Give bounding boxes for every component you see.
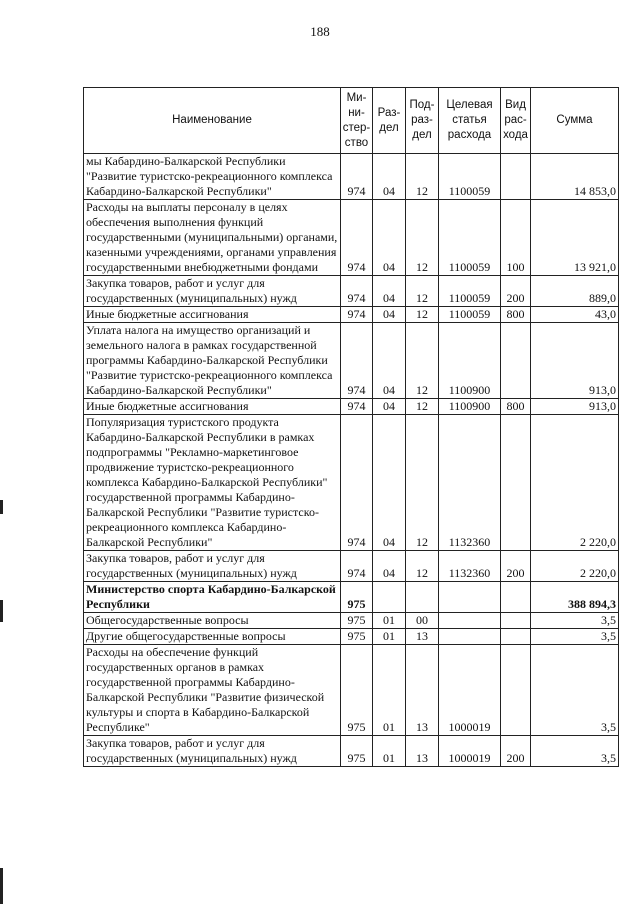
table-row	[84, 276, 619, 307]
budget-table	[83, 87, 619, 767]
row-section: 04	[373, 415, 406, 551]
row-type: 800	[501, 307, 531, 323]
row-name: Уплата налога на имущество организаций и земельного налога в рамках государственной программы Кабардино-Балкарской Республики "Развитие туристско-рекреационного комплекса Кабардино-Балкарской Республики"	[84, 323, 341, 399]
row-type: 200	[501, 736, 531, 767]
row-name: Иные бюджетные ассигнования	[84, 399, 341, 415]
row-type	[501, 415, 531, 551]
table-row	[84, 154, 619, 200]
row-target: 1000019	[439, 736, 501, 767]
scan-mark	[0, 868, 3, 904]
row-sum: 3,5	[531, 736, 619, 767]
row-type	[501, 582, 531, 613]
row-subsection: 12	[406, 307, 439, 323]
row-ministry: 974	[341, 323, 373, 399]
row-name: Расходы на обеспечение функций государственных органов в рамках государственной программы Кабардино-Балкарской Республики "Развитие физической культуры и спорта в Кабардино-Балкарской Республике"	[84, 645, 341, 736]
row-type	[501, 323, 531, 399]
row-ministry: 974	[341, 276, 373, 307]
row-type	[501, 613, 531, 629]
row-subsection: 12	[406, 154, 439, 200]
column-header-target: Целевая статья расхода	[439, 88, 501, 154]
row-sum: 388 894,3	[531, 582, 619, 613]
row-target: 1100059	[439, 307, 501, 323]
row-name: Другие общегосударственные вопросы	[84, 629, 341, 645]
row-section: 04	[373, 399, 406, 415]
row-sum: 913,0	[531, 323, 619, 399]
row-target	[439, 582, 501, 613]
table-header-row	[84, 88, 619, 154]
row-ministry: 974	[341, 399, 373, 415]
row-type: 800	[501, 399, 531, 415]
row-name: Общегосударственные вопросы	[84, 613, 341, 629]
row-sum: 14 853,0	[531, 154, 619, 200]
row-section: 04	[373, 323, 406, 399]
row-subsection: 12	[406, 415, 439, 551]
column-header-section: Раз- дел	[373, 88, 406, 154]
row-subsection: 13	[406, 645, 439, 736]
row-section: 01	[373, 629, 406, 645]
row-sum: 43,0	[531, 307, 619, 323]
table-row	[84, 415, 619, 551]
row-section: 01	[373, 613, 406, 629]
row-subsection: 00	[406, 613, 439, 629]
row-subsection	[406, 582, 439, 613]
table-row	[84, 736, 619, 767]
row-target: 1132360	[439, 415, 501, 551]
row-name: мы Кабардино-Балкарской Республики "Развитие туристско-рекреационного комплекса Кабардино-Балкарской Республики"	[84, 154, 341, 200]
row-subsection: 12	[406, 200, 439, 276]
table-row	[84, 551, 619, 582]
row-name: Закупка товаров, работ и услуг для государственных (муниципальных) нужд	[84, 736, 341, 767]
row-ministry: 975	[341, 736, 373, 767]
row-sum: 3,5	[531, 629, 619, 645]
column-header-subsection: Под- раз- дел	[406, 88, 439, 154]
scan-mark	[0, 600, 3, 622]
row-sum: 2 220,0	[531, 551, 619, 582]
table-row	[84, 613, 619, 629]
table-row	[84, 582, 619, 613]
column-header-type: Вид рас- хода	[501, 88, 531, 154]
table-row	[84, 399, 619, 415]
row-section: 01	[373, 736, 406, 767]
row-sum: 2 220,0	[531, 415, 619, 551]
row-name: Закупка товаров, работ и услуг для государственных (муниципальных) нужд	[84, 276, 341, 307]
table-row	[84, 307, 619, 323]
row-type	[501, 154, 531, 200]
column-header-sum: Сумма	[531, 88, 619, 154]
row-section: 04	[373, 200, 406, 276]
row-type: 100	[501, 200, 531, 276]
row-ministry: 974	[341, 415, 373, 551]
row-target: 1100059	[439, 154, 501, 200]
row-ministry: 975	[341, 629, 373, 645]
row-target: 1100059	[439, 276, 501, 307]
table-row	[84, 200, 619, 276]
row-section: 01	[373, 645, 406, 736]
page-number: 188	[310, 24, 330, 39]
row-target	[439, 629, 501, 645]
row-ministry: 975	[341, 613, 373, 629]
row-section: 04	[373, 154, 406, 200]
row-target: 1100900	[439, 323, 501, 399]
row-ministry: 974	[341, 307, 373, 323]
row-sum: 889,0	[531, 276, 619, 307]
row-section: 04	[373, 307, 406, 323]
row-target: 1100900	[439, 399, 501, 415]
row-section	[373, 582, 406, 613]
row-subsection: 13	[406, 736, 439, 767]
row-type	[501, 645, 531, 736]
column-header-name: Наименование	[84, 88, 341, 154]
row-subsection: 12	[406, 551, 439, 582]
scan-mark	[0, 500, 3, 514]
row-ministry: 974	[341, 200, 373, 276]
row-sum: 3,5	[531, 613, 619, 629]
row-ministry: 974	[341, 154, 373, 200]
row-subsection: 12	[406, 276, 439, 307]
row-name: Министерство спорта Кабардино-Балкарской Республики	[84, 582, 341, 613]
row-name: Расходы на выплаты персоналу в целях обеспечения выполнения функций государственными (муниципальными) органами, казенными учреждениями, органами управления государственными внебюджетными фондами	[84, 200, 341, 276]
table-row	[84, 323, 619, 399]
row-subsection: 13	[406, 629, 439, 645]
row-type: 200	[501, 276, 531, 307]
row-type	[501, 629, 531, 645]
table-row	[84, 645, 619, 736]
row-name: Закупка товаров, работ и услуг для государственных (муниципальных) нужд	[84, 551, 341, 582]
row-sum: 913,0	[531, 399, 619, 415]
row-ministry: 974	[341, 551, 373, 582]
table-row	[84, 629, 619, 645]
row-target: 1000019	[439, 645, 501, 736]
row-target	[439, 613, 501, 629]
row-ministry: 975	[341, 645, 373, 736]
row-ministry: 975	[341, 582, 373, 613]
row-name: Популяризация туристского продукта Кабардино-Балкарской Республики в рамках подпрограммы "Рекламно-маркетинговое продвижение туристско-рекреационного комплекса Кабардино-Балкарской Республики" государственной программы Кабардино-Балкарской Республики "Развитие туристско-рекреационного комплекса Кабардино-Балкарской Республики"	[84, 415, 341, 551]
row-subsection: 12	[406, 399, 439, 415]
row-section: 04	[373, 551, 406, 582]
row-target: 1100059	[439, 200, 501, 276]
row-name: Иные бюджетные ассигнования	[84, 307, 341, 323]
row-type: 200	[501, 551, 531, 582]
row-sum: 3,5	[531, 645, 619, 736]
row-target: 1132360	[439, 551, 501, 582]
column-header-ministry: Ми- ни- стер- ство	[341, 88, 373, 154]
row-subsection: 12	[406, 323, 439, 399]
row-sum: 13 921,0	[531, 200, 619, 276]
row-section: 04	[373, 276, 406, 307]
